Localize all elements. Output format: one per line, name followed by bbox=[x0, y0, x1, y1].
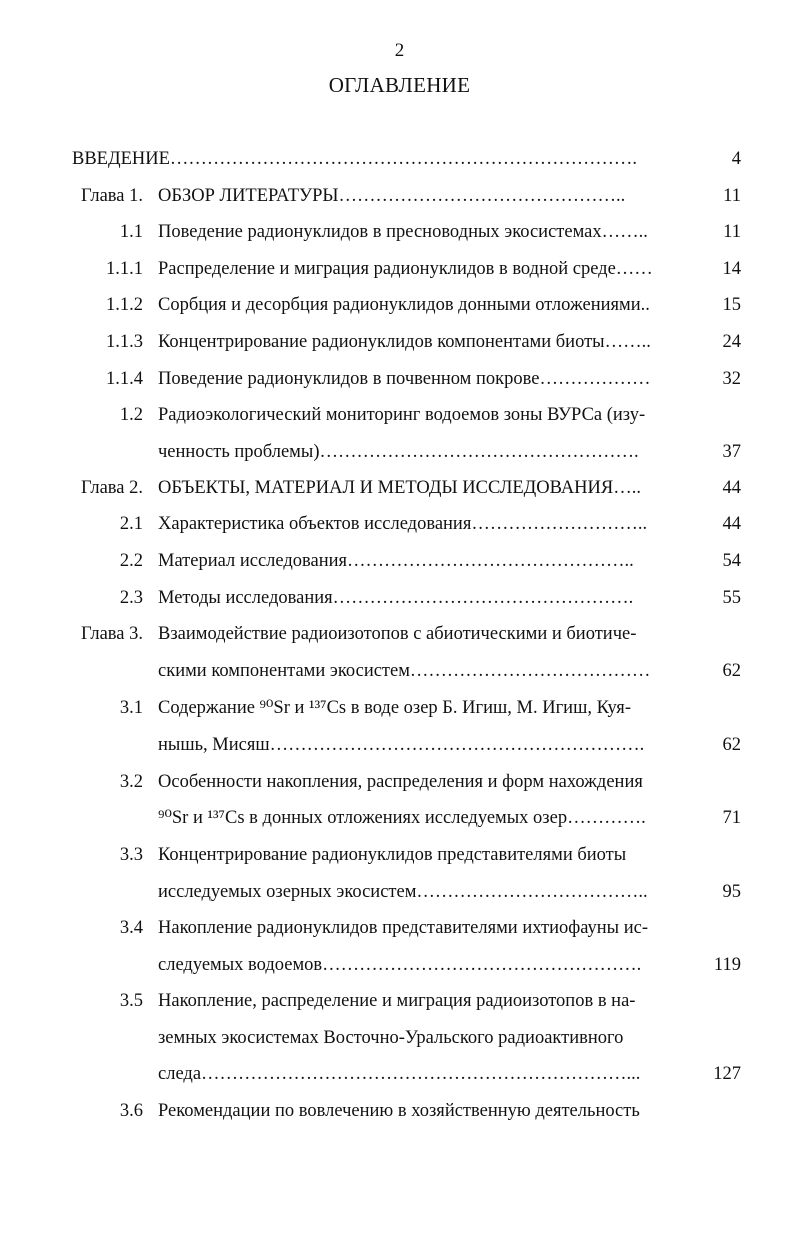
toc-number: 2.1 bbox=[119, 514, 143, 534]
toc-entry-text: Накопление радионуклидов представителями ихтиофауны ис- bbox=[158, 918, 648, 938]
toc-entry-text: Концентрирование радионуклидов представителями биоты bbox=[158, 845, 627, 865]
toc-number: 3.3 bbox=[119, 845, 143, 865]
toc-page-number: 119 bbox=[713, 955, 741, 975]
toc-page-number: 44 bbox=[722, 478, 741, 498]
toc-page-number: 11 bbox=[723, 222, 741, 242]
toc-number: 3.5 bbox=[119, 991, 143, 1011]
toc-entry-text: земных экосистемах Восточно-Уральского радиоактивного bbox=[158, 1028, 624, 1048]
toc-entry-text: Радиоэкологический мониторинг водоемов зоны ВУРСа (изу- bbox=[158, 405, 646, 425]
toc-page-number: 4 bbox=[731, 149, 741, 169]
toc-number: 3.4 bbox=[119, 918, 143, 938]
toc-number: 3.1 bbox=[119, 698, 143, 718]
toc-number: 1.1.1 bbox=[106, 259, 143, 279]
toc-page-number: 62 bbox=[722, 735, 741, 755]
toc-number: 2.3 bbox=[119, 588, 143, 608]
toc-entry-text: ОБЗОР ЛИТЕРАТУРЫ……………………………………….. bbox=[158, 186, 626, 206]
toc-number: 3.6 bbox=[119, 1101, 143, 1121]
toc-number: 1.2 bbox=[119, 405, 143, 425]
page-title: ОГЛАВЛЕНИЕ bbox=[328, 73, 471, 97]
toc-number: Глава 3. bbox=[81, 624, 143, 644]
toc-page-number: 127 bbox=[713, 1064, 741, 1084]
toc-entry-text: нышь, Мисяш……………………………………………………. bbox=[158, 735, 645, 755]
toc-page-number: 32 bbox=[722, 369, 741, 389]
toc-number: 2.2 bbox=[119, 551, 143, 571]
toc-entry-text: следа……………………………………………………………... bbox=[158, 1064, 641, 1084]
toc-entry-text: Поведение радионуклидов в пресноводных экосистемах…….. bbox=[158, 222, 648, 242]
toc-page-number: 11 bbox=[723, 186, 741, 206]
toc-page-number: 37 bbox=[722, 442, 741, 462]
toc-entry-text: Рекомендации по вовлечению в хозяйственную деятельность bbox=[158, 1101, 640, 1121]
toc-number: Глава 2. bbox=[81, 478, 143, 498]
toc-entry-text: следуемых водоемов……………………………………………. bbox=[158, 955, 642, 975]
toc-entry-text: ченность проблемы)……………………………………………. bbox=[158, 442, 639, 462]
toc-page-number: 54 bbox=[722, 551, 741, 571]
toc-entry-text: ОБЪЕКТЫ, МАТЕРИАЛ И МЕТОДЫ ИССЛЕДОВАНИЯ….. bbox=[158, 478, 641, 498]
toc-page-number: 14 bbox=[722, 259, 741, 279]
toc-entry-text: Методы исследования…………………………………………. bbox=[158, 588, 634, 608]
toc-entry-text: исследуемых озерных экосистем……………………………….. bbox=[158, 882, 648, 902]
toc-entry-text: Особенности накопления, распределения и форм нахождения bbox=[158, 772, 643, 792]
page-number: 2 bbox=[394, 40, 405, 61]
toc-number: 1.1.3 bbox=[106, 332, 143, 352]
toc-entry-text: Материал исследования……………………………………….. bbox=[158, 551, 634, 571]
toc-entry-text: Взаимодействие радиоизотопов с абиотическими и биотиче- bbox=[158, 624, 637, 644]
toc-entry-text: скими компонентами экосистем………………………………… bbox=[158, 661, 651, 681]
toc-page-number: 95 bbox=[722, 882, 741, 902]
toc-entry-text: ВВЕДЕНИЕ…………………………………………………………………. bbox=[72, 149, 638, 169]
toc-page-number: 71 bbox=[722, 808, 741, 828]
toc-entry-text: Распределение и миграция радионуклидов в водной среде…… bbox=[158, 259, 653, 279]
toc-entry-text: Концентрирование радионуклидов компонентами биоты…….. bbox=[158, 332, 651, 352]
toc-page-number: 44 bbox=[722, 514, 741, 534]
toc-page-number: 24 bbox=[722, 332, 741, 352]
toc-entry-text: Характеристика объектов исследования……………………….. bbox=[158, 514, 648, 534]
toc-entry-text: Сорбция и десорбция радионуклидов донными отложениями.. bbox=[158, 295, 650, 315]
toc-number: Глава 1. bbox=[81, 186, 143, 206]
toc-page-number: 62 bbox=[722, 661, 741, 681]
toc-number: 3.2 bbox=[119, 772, 143, 792]
toc-entry-text: ⁹⁰Sr и ¹³⁷Cs в донных отложениях исследуемых озер…………. bbox=[158, 808, 646, 828]
toc-number: 1.1.2 bbox=[106, 295, 143, 315]
toc-entry-text: Накопление, распределение и миграция радиоизотопов в на- bbox=[158, 991, 636, 1011]
toc-entry-text: Поведение радионуклидов в почвенном покрове……………… bbox=[158, 369, 651, 389]
toc-number: 1.1 bbox=[119, 222, 143, 242]
toc-page-number: 55 bbox=[722, 588, 741, 608]
toc-number: 1.1.4 bbox=[106, 369, 143, 389]
toc-page-number: 15 bbox=[722, 295, 741, 315]
toc-entry-text: Содержание ⁹⁰Sr и ¹³⁷Cs в воде озер Б. Игиш, М. Игиш, Куя- bbox=[158, 698, 631, 718]
